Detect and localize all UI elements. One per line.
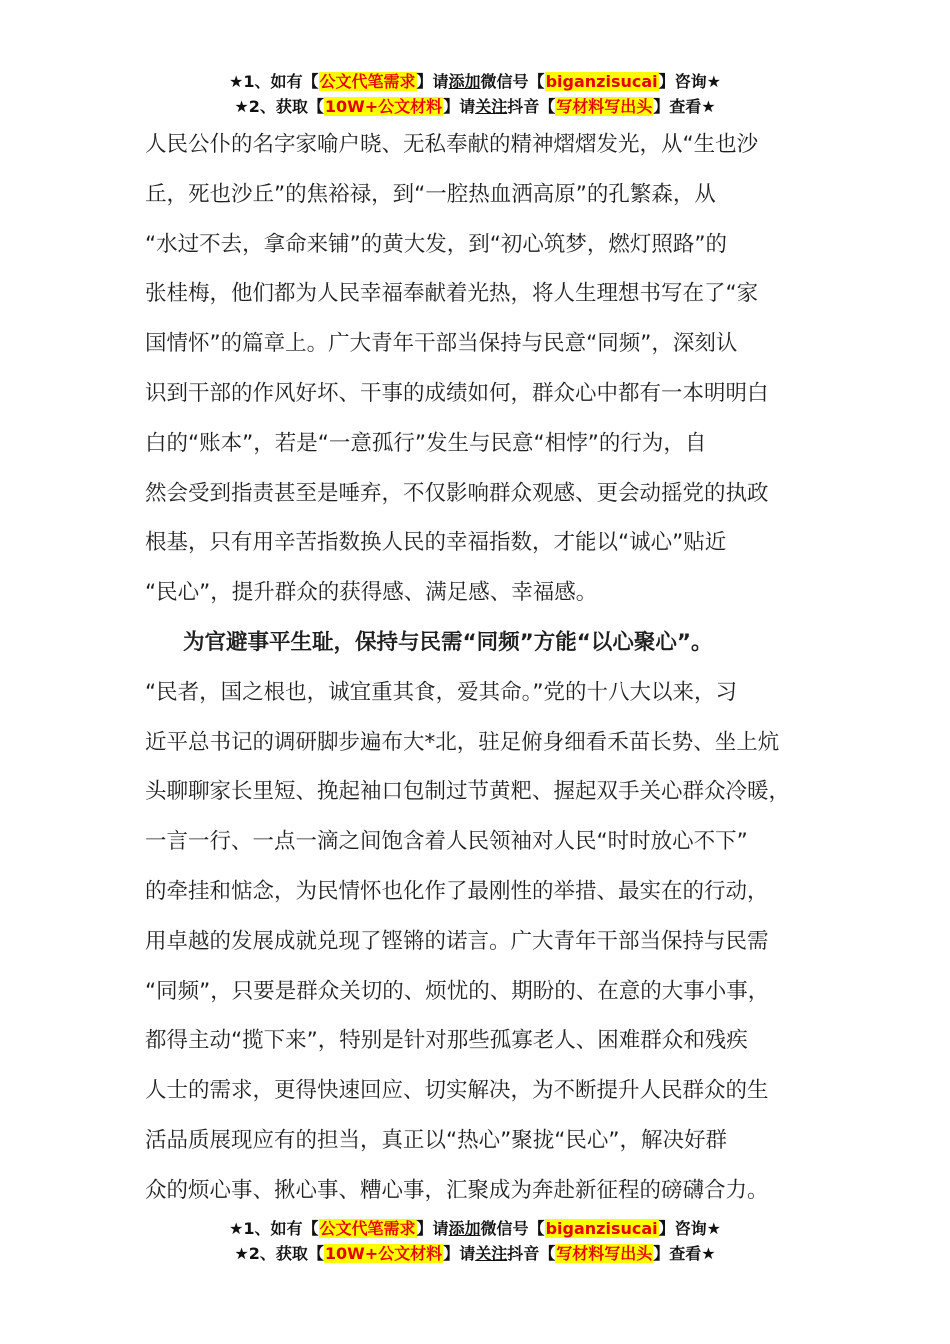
paragraph-line: “同频”，只要是群众关切的、烦忧的、期盼的、在意的大事小事， (145, 978, 770, 1004)
header-banner (0, 69, 950, 119)
paragraph-line: 近平总书记的调研脚步遍布大*北，驻足俯身细看禾苗长势、坐上炕 (145, 729, 780, 755)
paragraph-line: 然会受到指责甚至是唾弃，不仅影响群众观感、更会动摇党的执政 (145, 480, 769, 506)
banner-line-1: ★1、如有【公文代笔需求】请添加微信号【biganzisucai】咨询★ (229, 1219, 721, 1238)
paragraph-line: 用卓越的发展成就兑现了铿锵的诺言。广大青年干部当保持与民需 (145, 928, 769, 954)
footer-banner (0, 1216, 950, 1266)
paragraph-line: “水过不去，拿命来铺”的黄大发，到“初心筑梦，燃灯照路”的 (145, 231, 728, 257)
paragraph-line: 丘，死也沙丘”的焦裕禄，到“一腔热血洒高原”的孔繁森，从 (145, 181, 716, 207)
highlight-service: 公文代笔需求 (319, 1219, 416, 1238)
highlight-materials: 10W+公文材料 (324, 1244, 443, 1263)
highlight-wechat-id: biganzisucai (545, 72, 658, 91)
emphasis-add: 添加 (448, 72, 481, 91)
highlight-douyin: 写材料写出头 (556, 97, 653, 116)
emphasis-follow: 关注 (475, 97, 508, 116)
paragraph-line: 张桂梅，他们都为人民幸福奉献着光热，将人生理想书写在了“家 (145, 281, 759, 307)
paragraph-line: 活品质展现应有的担当，真正以“热心”聚拢“民心”，解决好群 (145, 1127, 728, 1153)
highlight-materials: 10W+公文材料 (324, 97, 443, 116)
emphasis-follow: 关注 (475, 1244, 508, 1263)
highlight-douyin: 写材料写出头 (556, 1244, 653, 1263)
paragraph-line: 国情怀”的篇章上。广大青年干部当保持与民意“同频”，深刻认 (145, 331, 738, 357)
paragraph-line: 众的烦心事、揪心事、糟心事，汇聚成为奔赴新征程的磅礴合力。 (145, 1177, 769, 1203)
paragraph-line: 的牵挂和惦念，为民情怀也化作了最刚性的举措、最实在的行动， (145, 878, 769, 904)
highlight-wechat-id: biganzisucai (545, 1219, 658, 1238)
paragraph-line: 白的“账本”，若是“一意孤行”发生与民意“相悖”的行为，自 (145, 430, 707, 456)
banner-line-1: ★1、如有【公文代笔需求】请添加微信号【biganzisucai】咨询★ (229, 72, 721, 91)
paragraph-line: 都得主动“揽下来”，特别是针对那些孤寡老人、困难群众和残疾 (145, 1028, 748, 1054)
paragraph-line: 人士的需求，更得快速回应、切实解决，为不断提升人民群众的生 (145, 1078, 769, 1104)
paragraph-line: 根基，只有用辛苦指数换人民的幸福指数，才能以“诚心”贴近 (145, 530, 727, 556)
paragraph-line: 识到干部的作风好坏、干事的成绩如何，群众心中都有一本明明白 (145, 380, 769, 406)
emphasis-add: 添加 (448, 1219, 481, 1238)
paragraph-line: 一言一行、一点一滴之间饱含着人民领袖对人民“时时放心不下” (145, 829, 748, 855)
paragraph-line: “民心”，提升群众的获得感、满足感、幸福感。 (145, 580, 598, 606)
paragraph-line: 人民公仆的名字家喻户晓、无私奉献的精神熠熠发光，从“生也沙 (145, 132, 759, 157)
paragraph-line: “民者，国之根也，诚宜重其食，爱其命。”党的十八大以来，习 (145, 679, 738, 705)
section-heading: 为官避事平生耻，保持与民需“同频”方能“以心聚心”。 (183, 629, 713, 655)
document-body (145, 120, 830, 1216)
banner-line-2: ★2、获取【10W+公文材料】请关注抖音【写材料写出头】查看★ (234, 97, 716, 116)
highlight-service: 公文代笔需求 (319, 72, 416, 91)
paragraph-line: 头聊聊家长里短、挽起袖口包制过节黄粑、握起双手关心群众冷暖， (145, 779, 791, 805)
banner-line-2: ★2、获取【10W+公文材料】请关注抖音【写材料写出头】查看★ (234, 1244, 716, 1263)
